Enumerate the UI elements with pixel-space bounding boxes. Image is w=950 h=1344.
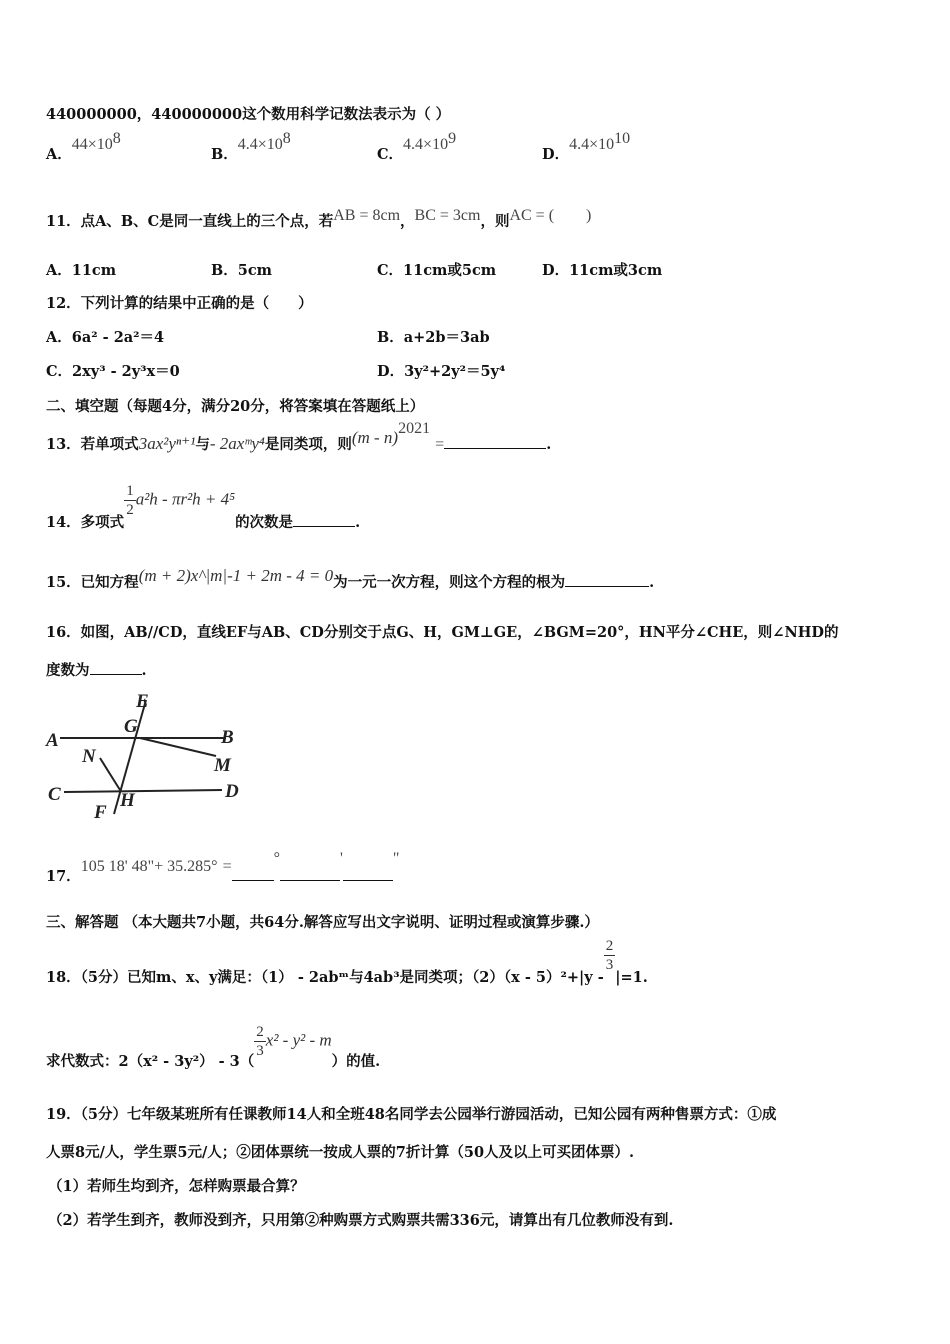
q14-fraction: $\frac{1}{2}$	[126, 483, 134, 518]
q10-stem: 440000000，440000000这个数用科学记数法表示为（ ）	[46, 106, 451, 123]
q11-stem: 11．点A、B、C是同一直线上的三个点，若AB = 8cm，BC = 3cm，则AC = ( )	[46, 207, 592, 230]
q12-option-c: C．2xy³ - 2y³x＝0	[46, 363, 180, 380]
label-g: G	[124, 716, 138, 737]
q18-line1: 18．（5分）已知m、x、y满足：（1） - 2abᵐ与4ab³是同类项；（2）（x - 5）²+|y - $\frac{2}{3}$ |=1.	[46, 938, 648, 986]
q12-option-b: B．a+2b＝3ab	[377, 329, 490, 346]
q11-option-d: D．11cm或3cm	[542, 262, 663, 279]
label-e: E	[136, 691, 149, 712]
q13: 13．若单项式3ax²yⁿ⁺¹与- 2axᵐy⁴是同类项，则(m - n)$^{2021}$ = .	[46, 420, 552, 453]
section-2-heading: 二、填空题（每题4分，满分20分，将答案填在答题纸上）	[46, 398, 425, 415]
q10-option-c: C．$4.4\times 10^9$	[377, 130, 457, 163]
q17: 17．105 18' 48"+ 35.285° = ° ' "	[46, 850, 400, 885]
label-c: C	[48, 784, 61, 805]
q11-option-b: B．5cm	[211, 262, 273, 279]
q14: 14．多项式 $\frac{1}{2}$ a²h - πr²h + 4⁵的次数是 .	[46, 483, 361, 531]
label-m: M	[214, 755, 231, 776]
q18-line2: 求代数式：2（x² - 3y²） - 3（ $\frac{2}{3}$ x² - y² - m）的值.	[46, 1024, 381, 1070]
q19-line1: 19．（5分）七年级某班所有任课教师14人和全班48名同学去公园举行游园活动，已知公园有两种售票方式：①成	[46, 1106, 777, 1123]
label-d: D	[225, 781, 239, 802]
q18-fraction-1: $\frac{2}{3}$	[605, 938, 614, 973]
q19-line2: 人票8元/人，学生票5元/人；②团体票统一按成人票的7折计算（50人及以上可买团体票）.	[46, 1144, 635, 1161]
label-f: F	[94, 802, 107, 823]
q18-fraction-2: $\frac{2}{3}$	[256, 1024, 264, 1059]
q11-option-a: A．11cm	[46, 262, 117, 279]
label-a: A	[46, 730, 59, 751]
section-3-heading: 三、解答题 （本大题共7小题，共64分.解答应写出文字说明、证明过程或演算步骤.）	[46, 914, 599, 931]
label-b: B	[221, 727, 234, 748]
q10-option-b: B．$4.4\times 10^8$	[211, 130, 291, 163]
q10-option-d: D．$4.4\times 10^{10}$	[542, 130, 631, 163]
q12-option-d: D．3y²+2y²＝5y⁴	[377, 363, 506, 380]
label-h: H	[120, 790, 135, 811]
q19-sub1: （1）若师生均到齐，怎样购票最合算？	[48, 1178, 305, 1195]
label-n: N	[82, 746, 96, 767]
q16-line2: 度数为 .	[46, 662, 147, 679]
q15: 15．已知方程(m + 2)x^|m|-1 + 2m - 4 = 0为一元一次方程，则这个方程的根为 .	[46, 566, 655, 591]
q16-line1: 16．如图，AB//CD，直线EF与AB、CD分别交于点G、H，GM⊥GE，∠BGM=20°，HN平分∠CHE，则∠NHD的	[46, 624, 839, 641]
q16-figure	[44, 690, 254, 825]
q10-option-a: A．$44\times 10^8$	[46, 130, 121, 163]
q11-option-c: C．11cm或5cm	[377, 262, 497, 279]
q19-sub2: （2）若学生到齐，教师没到齐，只用第②种购票方式购票共需336元，请算出有几位教师没有到.	[48, 1212, 674, 1229]
q12-option-a: A．6a² - 2a²＝4	[46, 329, 165, 346]
q12-stem: 12．下列计算的结果中正确的是（ ）	[46, 295, 313, 312]
